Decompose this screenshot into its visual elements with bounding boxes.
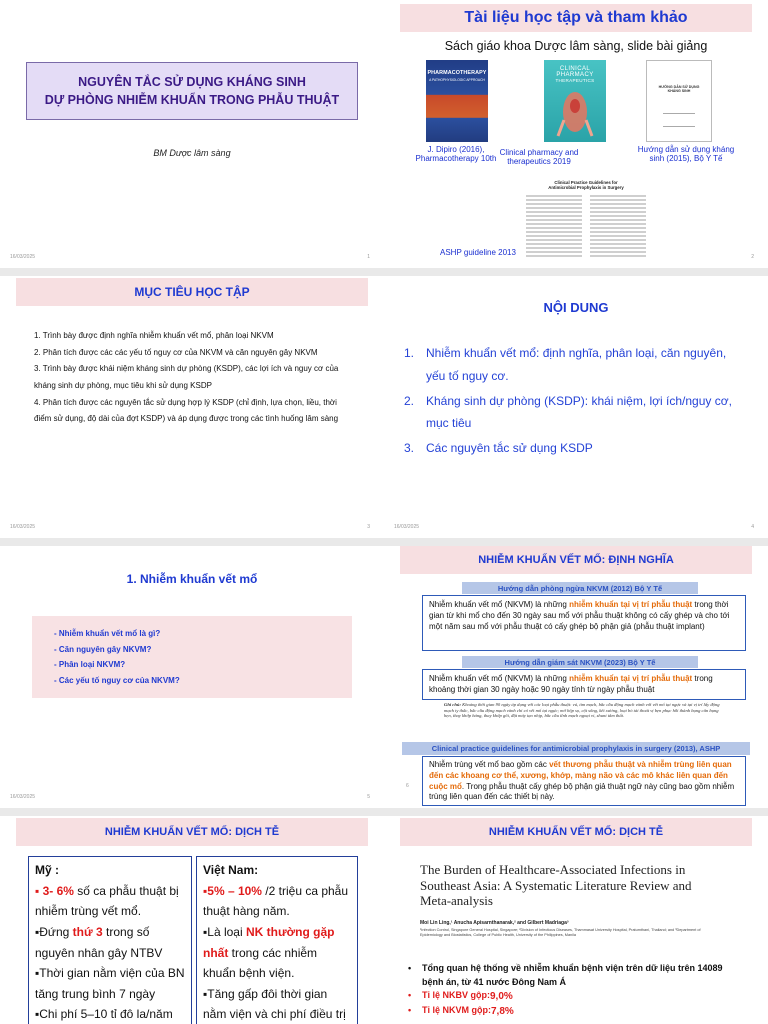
slide-7-title-bar <box>16 818 368 846</box>
bullet-1: • Tổng quan hệ thống về nhiễm khuẩn bệnh viện trên dữ liệu trên 14089 bệnh án, từ 41 nước Đông Nam Á <box>408 962 744 989</box>
vietnam-item-3: ▪Tăng gấp đôi thời gian nằm viện và chi phí điều trị <box>203 986 346 1022</box>
vietnam-item-1-highlight: 5% – 10% <box>207 883 262 898</box>
def2-highlight: nhiễm khuẩn tại vị trí phẫu thuật <box>569 674 693 683</box>
vietnam-item-1: ▪5% – 10% /2 triệu ca phẫu thuật hàng năm. <box>203 883 349 919</box>
slide-8-title: NHIỄM KHUẨN VẾT MỔ: DỊCH TỄ <box>488 826 664 838</box>
note-label: Ghi chú: <box>444 702 461 707</box>
slide-6[interactable] <box>384 546 768 808</box>
note-text: Khoảng thời gian 90 ngày áp dụng với các loại phẫu thuật: vú, tim mạch, bắc cầu động mạch vành với vết mổ tại ngực và tại vị trí lấy động mạch ty thắc, bắc cầu động mạch vành chỉ có vết mổ tại ngực; mở hộp sọ, cột sống, kết xương, loại bỏ tài thoát vị bẹn phục hồi thành bụng cân bụng hẹn, thay khớp háng, thay khớp gối, đặt máy tạo nhịp, bắc cầu tĩnh mạch ngoại vi, shunt tâm thất. <box>444 702 720 719</box>
book-cover-pharmacotherapy <box>426 60 488 142</box>
vietnam-item-2: ▪Là loại NK thường gặp nhất trong các nhiễm khuẩn bệnh viện. <box>203 924 335 981</box>
book1-cover-title: PHARMACOTHERAPY <box>427 70 487 76</box>
bullet-2: • Tỉ lệ NKBV gộp: 9,0% <box>408 990 513 1002</box>
vietnam-item-2-text-b: trong các nhiễm khuẩn bệnh viện. <box>203 945 318 981</box>
content-item-number: 2. <box>404 393 415 408</box>
slide-4[interactable] <box>384 276 768 538</box>
bullet-3-label: Tỉ lệ NKVM gộp: <box>422 1005 491 1015</box>
slide-2[interactable] <box>384 0 768 268</box>
book2-cover-line2: PHARMACY <box>556 72 594 78</box>
vietnam-item-2-highlight: NK thường gặp nhất <box>203 924 335 960</box>
slide-5-title: 1. Nhiễm khuẩn vết mổ <box>126 572 258 586</box>
def2-text-b: trong khoảng thời gian 30 ngày hoặc 90 ngày tính từ ngày phẫu thuật <box>429 674 713 695</box>
slide-1-title-box <box>26 62 358 120</box>
slide-8-bullets <box>408 962 744 1019</box>
book3-cover-title: HƯỚNG DẪN SỬ DỤNG KHÁNG SINH <box>658 85 700 93</box>
ashp-doc-text-lines <box>524 194 648 262</box>
slide-4-contents <box>404 342 734 460</box>
slide-4-date: 16/03/2025 <box>394 524 420 530</box>
content-item-number: 1. <box>404 346 415 360</box>
book1-cover-sub: A PATHOPHYSIOLOGIC APPROACH <box>429 78 485 82</box>
slide-6-source-1: Hướng dẫn phòng ngừa NKVM (2012) Bộ Y Tế <box>462 582 698 594</box>
usa-header: Mỹ : <box>35 863 59 877</box>
vietnam-column <box>196 856 358 1024</box>
objective-item: 1. Trình bày được định nghĩa nhiễm khuẩn vết mổ, phân loại NKVM <box>34 331 274 340</box>
usa-item-4: ▪Chi phí 5–10 tỉ đô la/năm <box>35 1007 173 1022</box>
slide-6-title: NHIỄM KHUẨN VẾT MỔ: ĐỊNH NGHĨA <box>478 554 674 566</box>
bullet-2-value: 9,0% <box>490 991 513 1002</box>
slide-2-title-bar <box>400 4 752 32</box>
slide-5[interactable] <box>0 546 384 808</box>
slide-5-date: 16/03/2025 <box>10 794 36 800</box>
objective-item: 3. Trình bày được khái niệm kháng sinh dự phòng (KSDP), các lợi ích và nguy cơ của kháng sinh dự phòng, mục tiêu khi sử dụng KSDP <box>34 364 339 390</box>
vietnam-item-3-text: Tăng gấp đôi thời gian nằm viện và chi phí điều trị <box>203 986 346 1022</box>
book1-caption: J. Dipiro (2016), Pharmacotherapy 10th <box>415 145 497 164</box>
usa-item-4-text: Chi phí 5–10 tỉ đô la/năm <box>39 1007 173 1022</box>
slide-3-number: 3 <box>367 524 370 530</box>
content-item-text: Các nguyên tắc sử dụng KSDP <box>426 441 593 456</box>
slide-6-note <box>444 702 726 719</box>
content-item <box>404 390 734 436</box>
book2-cover-line3: THERAPEUTICS <box>555 78 595 83</box>
ashp-doc-title: Clinical Practice Guidelines for Antimicrobial Prophylaxis in Surgery <box>548 180 624 190</box>
slide-3-date: 16/03/2025 <box>10 524 36 530</box>
book2-cover-line1: CLINICAL <box>559 66 591 72</box>
usa-item-3-text: Thời gian nằm viện của BN tăng trung bình 7 ngày <box>35 966 185 1001</box>
slide-6-title-bar <box>400 546 752 574</box>
bullet-2-label: Tỉ lệ NKBV gộp: <box>422 990 490 1000</box>
question-item: - Phân loại NKVM? <box>54 660 126 670</box>
book3-caption: Hướng dẫn sử dụng kháng sinh (2015), Bộ Y Tế <box>637 145 735 164</box>
slide-1[interactable] <box>0 0 384 268</box>
book3-cover-lines <box>663 113 695 127</box>
usa-item-2-text-b: trong số nguyên nhân gây NTBV <box>35 924 163 960</box>
def1-text-a: Nhiễm khuẩn vết mổ (NKVM) là những <box>429 600 570 609</box>
slide-7[interactable] <box>0 816 384 1024</box>
slide-3-title-bar <box>16 278 368 306</box>
question-item: - Nhiễm khuẩn vết mổ là gì? <box>54 629 161 638</box>
paper-title: The Burden of Healthcare-Associated Infections in Southeast Asia: A Systematic Literature Review and Meta-analysis <box>420 862 692 909</box>
usa-item-1: ▪ 3- 6% số ca phẫu thuật bị nhiễm trùng vết mổ. <box>35 883 179 919</box>
slide-3[interactable] <box>0 276 384 538</box>
def3-text-b: . Trong phẫu thuật cấy ghép bộ phận giả thuật ngữ này cũng bao gồm nhiễm trùng liên quan đến các thiết bị này. <box>429 781 735 802</box>
definition-box-3 <box>422 756 746 806</box>
usa-item-1-text: số ca phẫu thuật bị nhiễm trùng vết mổ. <box>35 883 179 919</box>
usa-column <box>28 856 192 1024</box>
content-item-number: 3. <box>404 441 415 456</box>
slide-7-title: NHIỄM KHUẨN VẾT MỔ: DỊCH TỄ <box>104 826 280 838</box>
usa-item-2-text-a: Đứng <box>39 924 73 939</box>
slide-6-source-3: Clinical practice guidelines for antimicrobial prophylaxis in surgery (2013), ASHP <box>402 742 750 755</box>
slide-8[interactable] <box>384 816 768 1024</box>
def2-text-a: Nhiễm khuẩn vết mổ (NKVM) là những <box>429 674 570 683</box>
slide-1-dept: BM Dược lâm sàng <box>153 148 231 158</box>
definition-box-1 <box>422 595 746 651</box>
ashp-caption: ASHP guideline 2013 <box>440 248 516 257</box>
slide-4-title: NỘI DUNG <box>543 300 609 315</box>
content-item-text: Kháng sinh dự phòng (KSDP): khái niệm, lợi ích/nguy cơ, mục tiêu <box>426 393 732 431</box>
slide-1-title-line2: DỰ PHÒNG NHIỄM KHUẨN TRONG PHẪU THUẬT <box>44 93 340 107</box>
slide-5-number: 5 <box>367 794 370 800</box>
vietnam-header: Việt Nam: <box>203 863 259 877</box>
bullet-3-value: 7,8% <box>491 1006 514 1017</box>
usa-item-2: ▪Đứng thứ 3 trong số nguyên nhân gây NTBV <box>35 924 163 960</box>
ashp-document-thumbnail <box>524 172 648 262</box>
slide-1-date: 16/03/2025 <box>10 254 36 260</box>
anatomy-figure-icon <box>544 90 606 140</box>
slide-1-title-line1: NGUYÊN TẮC SỬ DỤNG KHÁNG SINH <box>78 74 306 89</box>
content-item <box>404 342 734 388</box>
slide-3-title: MỤC TIÊU HỌC TẬP <box>134 285 250 299</box>
book-cover-huong-dan <box>646 60 712 142</box>
def1-text-b: trong thời gian từ khi mổ cho đến 30 ngày sau mổ với phẫu thuật không có cấy ghép và cho tới một năm sau mổ với phẫu thuật có cấy ghép bộ phận giả (phẫu thuật implant) <box>429 600 730 632</box>
vietnam-item-1-text: /2 triệu ca phẫu thuật hàng năm. <box>203 883 349 919</box>
usa-item-2-highlight: thứ 3 <box>72 924 103 939</box>
objective-item: 4. Phân tích được các nguyên tắc sử dụng hợp lý KSDP (chỉ định, lựa chọn, liều, thời điểm sử dụng, độ dài của đợt KSDP) và áp dụng được trong các tình huống lâm sàng <box>34 397 339 424</box>
slide-1-number: 1 <box>367 254 370 260</box>
slide-2-subtitle: Sách giáo khoa Dược lâm sàng, slide bài giảng <box>444 39 708 53</box>
def3-highlight: vết thương phẫu thuật và nhiễm trùng liên quan đến các khoang cơ thể, xương, khớp, màng não và các mô khác liên quan đến cuộc mổ <box>429 760 732 791</box>
bullet-3: • Tỉ lệ NKVM gộp: 7,8% <box>408 1005 514 1017</box>
definition-box-2 <box>422 669 746 700</box>
slide-2-title: Tài liệu học tập và tham khảo <box>464 9 688 26</box>
usa-item-1-highlight: 3- 6% <box>42 883 74 898</box>
question-item: - Các yếu tố nguy cơ của NKVM? <box>54 675 180 685</box>
usa-item-3: ▪Thời gian nằm viện của BN tăng trung bình 7 ngày <box>35 966 185 1001</box>
book2-caption: Clinical pharmacy and therapeutics 2019 <box>499 148 579 167</box>
def3-text-a: Nhiễm trùng vết mổ bao gồm các <box>429 760 550 769</box>
paper-affiliations: ¹Infection Control, Singapore General Hospital, Singapore; ²Division of Infectious Diseases, Thammasat University Hospital, Pratumthani, Thailand; and ³Department of Epidemiology and Biostatistics, College of Public Health, University of the Philippines, Manila <box>420 928 701 937</box>
slide-5-question-box <box>32 616 352 698</box>
paper-authors: Moi Lin Ling,¹ Anucha Apisarnthanarak,² and Gilbert Madriaga³ <box>420 920 569 926</box>
slide-8-title-bar <box>400 818 752 846</box>
slide-3-objectives <box>34 328 356 428</box>
bullet-1-text: Tổng quan hệ thống về nhiễm khuẩn bệnh viện trên dữ liệu trên 14089 bệnh án, từ 41 nước Đông Nam Á <box>422 963 723 987</box>
def1-highlight: nhiễm khuẩn tại vị trí phẫu thuật <box>569 600 693 609</box>
question-item: - Căn nguyên gây NKVM? <box>54 644 152 654</box>
content-item <box>404 437 734 460</box>
content-item-text: Nhiễm khuẩn vết mổ: định nghĩa, phân loại, căn nguyên, yếu tố nguy cơ. <box>426 346 727 383</box>
slide-6-number: 6 <box>406 783 409 789</box>
slide-2-number: 2 <box>751 254 754 260</box>
book-cover-clinical-pharmacy <box>544 60 606 142</box>
slide-6-source-2: Hướng dẫn giám sát NKVM (2023) Bộ Y Tế <box>462 656 698 668</box>
slide-4-number: 4 <box>751 524 754 530</box>
objective-item: 2. Phân tích được các các yếu tố nguy cơ của NKVM và căn nguyên gây NKVM <box>34 347 318 357</box>
vietnam-item-2-text-a: Là loại <box>207 924 246 939</box>
